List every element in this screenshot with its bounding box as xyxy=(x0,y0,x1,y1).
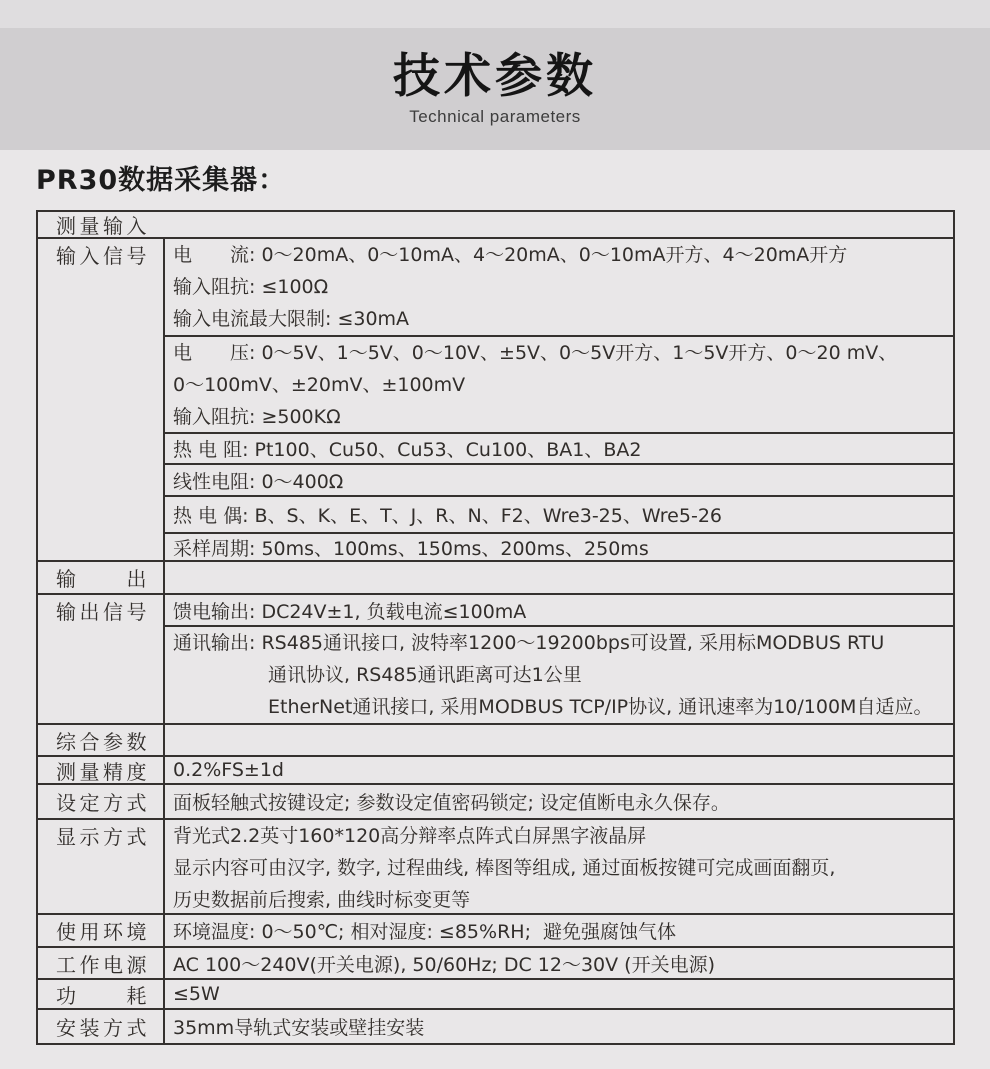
spec-group-voltage xyxy=(165,337,953,434)
spec-line: 35mm导轨式安装或壁挂安装 xyxy=(173,1017,425,1039)
spec-group-comm-output xyxy=(165,627,953,723)
row-label: 输入信号 xyxy=(38,239,165,560)
row-label: 安装方式 xyxy=(38,1010,165,1043)
spec-group-current xyxy=(165,239,953,337)
spec-group-feed-output xyxy=(165,595,953,627)
table-row-measure-input-header xyxy=(38,212,953,239)
spec-line: 面板轻触式按键设定; 参数设定值密码锁定; 设定值断电永久保存。 xyxy=(173,792,730,814)
table-row-output-header xyxy=(38,562,953,595)
table-row-power-supply xyxy=(38,948,953,980)
table-row-setting-method xyxy=(38,785,953,820)
spec-line: 显示内容可由汉字, 数字, 过程曲线, 棒图等组成, 通过面板按键可完成画面翻页, xyxy=(173,857,836,879)
table-row-environment xyxy=(38,915,953,948)
row-label: 工作电源 xyxy=(38,948,165,978)
table-row-input-signal xyxy=(38,239,953,562)
spec-line: 通讯输出: RS485通讯接口, 波特率1200～19200bps可设置, 采用标MODBUS RTU xyxy=(173,632,885,654)
spec-line: 背光式2.2英寸160*120高分辩率点阵式白屏黑字液晶屏 xyxy=(173,825,647,847)
spec-table xyxy=(36,210,955,1045)
spec-line: ≤5W xyxy=(173,983,220,1005)
section-header-label: 综合参数 xyxy=(38,725,165,755)
page-subtitle: Technical parameters xyxy=(409,107,581,127)
spec-line: 电 流: 0～20mA、0～10mA、4～20mA、0～10mA开方、4～20mA开方 xyxy=(173,244,848,266)
title-band xyxy=(0,28,990,150)
spec-line: 环境温度: 0～50℃; 相对湿度: ≤85%RH; 避免强腐蚀气体 xyxy=(173,921,677,943)
table-row-output-signal xyxy=(38,595,953,725)
spec-group-linear-resistance xyxy=(165,465,953,497)
output-signal-content xyxy=(165,595,953,723)
row-label: 设定方式 xyxy=(38,785,165,818)
spec-line: EtherNet通讯接口, 采用MODBUS TCP/IP协议, 通讯速率为10/100M自适应。 xyxy=(268,696,933,718)
spec-line: 输入电流最大限制: ≤30mA xyxy=(173,308,410,330)
row-label: 输出信号 xyxy=(38,595,165,723)
table-row-installation xyxy=(38,1010,953,1043)
spec-line: 热 电 偶: B、S、K、E、T、J、R、N、F2、Wre3-25、Wre5-26 xyxy=(173,505,722,527)
row-label: 功 耗 xyxy=(38,980,165,1008)
table-row-power-consumption xyxy=(38,980,953,1010)
spec-line: AC 100～240V(开关电源), 50/60Hz; DC 12～30V (开关电源) xyxy=(173,953,716,976)
spec-line: 馈电输出: DC24V±1, 负载电流≤100mA xyxy=(173,600,527,623)
section-header-label: 测量输入 xyxy=(56,214,150,238)
spec-line: 通讯协议, RS485通讯距离可达1公里 xyxy=(268,664,582,686)
page-title: 技术参数 xyxy=(393,48,597,104)
spec-line: 0.2%FS±1d xyxy=(173,759,284,781)
empty-cell xyxy=(165,562,953,593)
table-row-display-method xyxy=(38,820,953,915)
spec-line: 采样周期: 50ms、100ms、150ms、200ms、250ms xyxy=(173,537,649,560)
spec-line: 电 压: 0～5V、1～5V、0～10V、±5V、0～5V开方、1～5V开方、0～20 mV、 xyxy=(173,342,898,364)
spec-line: 热 电 阻: Pt100、Cu50、Cu53、Cu100、BA1、BA2 xyxy=(173,439,642,461)
table-row-accuracy xyxy=(38,757,953,785)
row-label: 使用环境 xyxy=(38,915,165,946)
spec-group-rtd xyxy=(165,434,953,465)
row-label: 显示方式 xyxy=(38,820,165,913)
spec-line: 输入阻抗: ≥500KΩ xyxy=(173,406,341,428)
input-signal-content xyxy=(165,239,953,560)
spec-line: 0～100mV、±20mV、±100mV xyxy=(173,374,466,396)
top-strip xyxy=(0,0,990,28)
empty-cell xyxy=(165,725,953,755)
spec-line: 输入阻抗: ≤100Ω xyxy=(173,276,329,298)
spec-line: 历史数据前后搜索, 曲线时标变更等 xyxy=(173,889,471,911)
row-label: 测量精度 xyxy=(38,757,165,783)
spec-group-sampling-period xyxy=(165,534,953,560)
spec-group-thermocouple xyxy=(165,497,953,534)
spec-line: 线性电阻: 0～400Ω xyxy=(173,470,344,493)
table-row-general-header xyxy=(38,725,953,757)
section-header-label: 输 出 xyxy=(38,562,165,593)
product-heading: PR30数据采集器： xyxy=(36,165,287,196)
